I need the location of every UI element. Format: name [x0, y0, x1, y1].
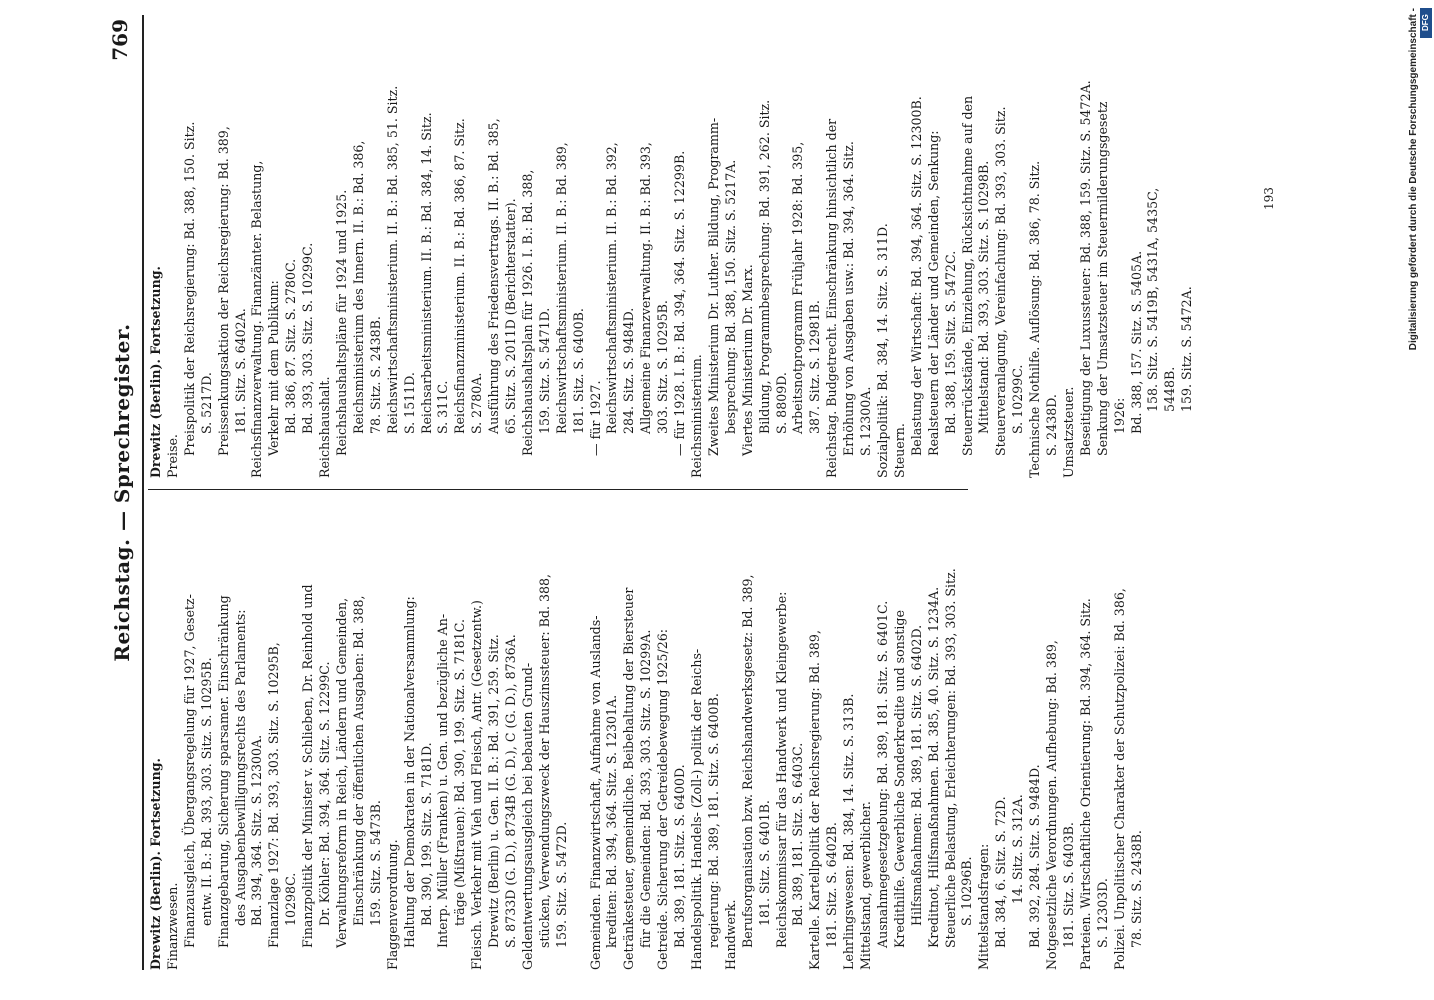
index-entry: Reichshaushaltsplan für 1926. I. B.: Bd. 388, — [519, 169, 535, 456]
index-entry: Ausführung des Friedensvertrags. II. B.: Bd. 385, — [486, 118, 502, 434]
index-entry: S. 311C. — [435, 380, 451, 434]
index-heading: Finanzwesen. — [164, 882, 180, 970]
index-heading: Reichshaushalt. — [317, 376, 333, 478]
index-entry: S. 2438D. — [1044, 394, 1060, 456]
index-entry: Finanzausgleich, Übergangsregelung für 1927, Gesetz- — [181, 594, 197, 948]
index-entry: 181. Sitz. S. 6403B. — [1060, 822, 1076, 948]
index-entry: Realsteuern der Länder und Gemeinden, Senkung: — [925, 130, 941, 456]
index-entry: 159. Sitz. S. 5473B. — [367, 800, 383, 926]
index-entry: Preissenkungsaktion der Reichsregierung: Bd. 389, — [215, 126, 231, 456]
index-heading: Polizei. Unpolitischer Charakter der Schutzpolizei: Bd. 386, — [1111, 588, 1127, 970]
index-entry: 10298C. — [283, 872, 299, 926]
index-heading: Reichstag. Budgetrecht. Einschränkung hinsichtlich der — [824, 118, 840, 478]
index-entry: S. 1511D. — [401, 372, 417, 434]
index-entry: Verkehr mit dem Publikum: — [266, 280, 282, 456]
index-heading: Sozialpolitik: Bd. 384, 14. Sitz. S. 311D. — [874, 223, 890, 478]
index-entry: Bd. 389, 181. Sitz. S. 6400D. — [672, 764, 688, 948]
index-heading: Steuern. — [891, 423, 907, 478]
index-heading: Notgesetzliche Verordnungen. Aufhebung: Bd. 389, — [1044, 640, 1060, 970]
index-entry: 14. Sitz. S. 312A. — [1010, 794, 1026, 904]
index-entry: Reichswirtschaftsministerium. II. B.: Bd. 389, — [553, 142, 569, 434]
index-entry: Arbeitsnotprogramm Frühjahr 1928: Bd. 395, — [790, 141, 806, 434]
index-heading: Lehrlingswesen: Bd. 384, 14. Sitz. S. 313B. — [841, 693, 857, 970]
index-heading — [571, 500, 588, 970]
column-divider — [148, 489, 968, 490]
index-entry: Finanzlage 1927: Bd. 393, 303. Sitz. S. 10295B, — [266, 642, 282, 948]
index-entry: Belastung der Wirtschaft: Bd. 394, 364. Sitz. S. 12300B. — [908, 96, 924, 456]
index-entry: Interp. Müller (Franken) u. Gen. und bezügliche An- — [435, 613, 451, 948]
index-entry: 181. Sitz. S. 6401B. — [756, 800, 772, 926]
index-entry: für die Gemeinden: Bd. 393, 303. Sitz. S. 10299A. — [638, 629, 654, 948]
index-entry: Bd. 393, 303. Sitz. S. 10299C. — [300, 242, 316, 434]
index-heading: Reichsfinanzverwaltung. Finanzämter. Belastung, — [249, 160, 265, 478]
index-entry: Reichswirtschaftsministerium. II. B.: Bd. 385, 51. Sitz. — [384, 85, 400, 434]
index-entry: 159. Sitz. S. 5472D. — [553, 821, 569, 948]
index-entry: S. 10299C. — [1010, 364, 1026, 434]
index-entry: — für 1928. I. B.: Bd. 394, 364. Sitz. S. 12299B. — [672, 150, 688, 456]
index-entry: Bd. 389, 181. Sitz. S. 6403C. — [790, 742, 806, 926]
index-entry: 159. Sitz. S. 5471D. — [536, 307, 552, 434]
index-heading: Gemeinden. Finanzwirtschaft, Aufnahme von Auslands- — [587, 615, 603, 970]
index-entry: Berufsorganisation bzw. Reichshandwerksgesetz: Bd. 389, — [739, 574, 755, 948]
index-entry: Viertes Ministerium Dr. Marx. — [739, 264, 755, 456]
index-entry: Finanzgebarung, Sicherung sparsamer. Einschränkung — [215, 595, 231, 948]
running-title: Reichstag. — Sprechregister. — [110, 323, 134, 662]
index-entry: 78. Sitz. S. 2438B. — [1128, 830, 1144, 948]
index-heading: Technische Nothilfe. Auflösung: Bd. 386, 78. Sitz. — [1027, 160, 1043, 478]
index-entry: Reichskommissar für das Handwerk und Kleingewerbe: — [773, 591, 789, 948]
index-entry: Reichshaushaltspläne für 1924 und 1925. — [333, 189, 349, 456]
index-entry: Kredithilfe. Gewerbliche Sonderkredite und sonstige — [891, 610, 907, 948]
index-heading: Handwerk. — [722, 899, 738, 970]
index-entry: 159. Sitz. S. 5472A. — [1179, 286, 1195, 412]
index-entry: Preispolitik der Reichsregierung: Bd. 388, 150. Sitz. — [181, 121, 197, 456]
index-entry: Haltung der Demokraten in der Nationalversammlung: — [401, 596, 417, 948]
index-entry: Bd. 392, 284. Sitz. S. 9484D. — [1027, 764, 1043, 948]
index-entry: Steuerliche Belastung, Erleichterungen: Bd. 393, 303. Sitz. — [942, 568, 958, 948]
index-heading: Handelspolitik. Handels- (Zoll-) politik der Reichs- — [688, 648, 704, 970]
index-heading: Fleisch. Verkehr mit Vieh und Fleisch, Antr. (Gesetzentw.) — [469, 600, 485, 970]
index-entry: Steuerrückstände, Einziehung, Rücksichtnahme auf den — [959, 95, 975, 456]
index-heading: Geldentwertungsausgleich bei bebauten Grund- — [519, 662, 535, 970]
dfg-attribution: Digitalisierung gefördert durch die Deutsche Forschungsgemeinschaft - — [1408, 8, 1419, 351]
index-entry: S. 2780A. — [469, 372, 485, 434]
index-heading: Mittelstandsfragen: — [976, 843, 992, 970]
index-entry: des Ausgabenbewilligungsrechts des Parlaments: — [232, 609, 248, 926]
index-heading: Getränkesteuer, gemeindliche. Beibehaltung der Biersteuer — [621, 587, 637, 970]
signature-folio: 193 — [1262, 187, 1276, 210]
index-heading: Umsatzsteuer. — [1060, 386, 1076, 478]
index-entry: Bd. 388, 159. Sitz. S. 5472C. — [942, 250, 958, 434]
index-entry: Bd. 388, 157. Sitz. S. 5405A. — [1128, 250, 1144, 434]
index-heading: Kartelle. Kartellpolitik der Reichsregierung: Bd. 389, — [807, 630, 823, 970]
index-entry: 387. Sitz. S. 12981B. — [807, 300, 823, 434]
index-entry: Verwaltungsreform in Reich, Ländern und Gemeinden, — [333, 597, 349, 948]
index-entry: krediten: Bd. 394, 364. Sitz. S. 12301A. — [604, 694, 620, 948]
index-entry: Bd. 386, 87. Sitz. S. 2780C. — [283, 258, 299, 434]
index-entry: entw. II. B.: Bd. 393, 303. Sitz. S. 10295B. — [198, 657, 214, 926]
index-entry: Reichsministerium des Innern. II. B.: Bd. 386, — [350, 140, 366, 434]
index-entry: Allgemeine Finanzverwaltung. II. B.: Bd. 393, — [638, 142, 654, 434]
index-entry: 158. Sitz. S. 5419B, 5431A, 5435C, — [1145, 187, 1161, 412]
index-entry: Steuerveranlagung, Vereinfachung: Bd. 393, 303. Sitz. — [993, 106, 1009, 456]
index-entry: Erhöhung von Ausgaben usw.: Bd. 394, 364. Sitz. — [841, 141, 857, 456]
index-entry: 181. Sitz. S. 6400B. — [570, 308, 586, 434]
index-heading: Parteien. Wirtschaftliche Orientierung: Bd. 394, 364. Sitz. — [1077, 598, 1093, 970]
index-entry: Reichsarbeitsministerium. II. B.: Bd. 384, 14. Sitz. — [418, 112, 434, 434]
index-entry: 303. Sitz. S. 10295B. — [655, 300, 671, 434]
index-entry: 284. Sitz. S. 9484D. — [621, 307, 637, 434]
index-entry: Einschränkung der öffentlichen Ausgaben: Bd. 388, — [350, 595, 366, 926]
index-entry: — für 1927. — [587, 380, 603, 456]
index-entry: 1926: — [1111, 397, 1127, 434]
left-column — [148, 500, 1344, 970]
index-entry: 181. Sitz. S. 6402A. — [232, 308, 248, 434]
index-entry: Drewitz (Berlin) u. Gen. II. B.: Bd. 391, 259. Sitz. — [486, 634, 502, 948]
index-entry: S. 8733D (G. D.), 8734B (G. D.), C (G. D.), 8736A. — [503, 634, 519, 948]
index-entry: S. 10296B. — [959, 856, 975, 926]
index-entry: Ausnahmegesetzgebung: Bd. 389, 181. Sitz. S. 6401C. — [874, 600, 890, 948]
index-heading: Getreide. Sicherung der Getreidebewegung 1925/26: — [655, 629, 671, 970]
index-entry: S. 12300A. — [858, 386, 874, 456]
index-entry: Kreditnot, Hilfsmaßnahmen. Bd. 385, 40. Sitz. S. 1234A. — [925, 586, 941, 948]
index-entry: stücken, Verwendungszweck der Hauszinssteuer: Bd. 388, — [536, 573, 552, 948]
page-number: 769 — [108, 19, 132, 61]
index-entry: Mittelstand: Bd. 393, 303. Sitz. S. 10298B. — [976, 160, 992, 434]
index-entry: Zweites Ministerium Dr. Luther. Bildung, Programm- — [705, 117, 721, 456]
right-column — [148, 15, 1344, 478]
index-entry: Bd. 394, 364. Sitz. S. 12300A. — [249, 734, 265, 926]
index-entry: Dr. Köhler: Bd. 394, 364. Sitz. S. 12299C. — [317, 661, 333, 926]
index-entry: Finanzpolitik der Minister v. Schlieben, Dr. Reinhold und — [300, 584, 316, 948]
index-entry: regierung: Bd. 389, 181. Sitz. S. 6400B. — [705, 693, 721, 948]
rotated-page — [102, 15, 1352, 970]
index-entry: 5448B. — [1162, 366, 1178, 412]
index-entry: Reichsfinanzministerium. II. B.: Bd. 386, 87. Sitz. — [452, 118, 468, 434]
index-entry: Reichswirtschaftsministerium. II. B.: Bd. 392, — [604, 142, 620, 434]
index-entry: Hilfsmaßnahmen: Bd. 389, 181. Sitz. S. 6402D. — [908, 624, 924, 926]
index-entry: Beseitigung der Luxussteuer: Bd. 388, 159. Sitz. S. 5472A. — [1077, 80, 1093, 456]
index-entry: S. 5217D. — [198, 372, 214, 434]
index-heading: Preise. — [164, 434, 180, 478]
index-heading: Reichsministerium. — [689, 354, 704, 478]
index-entry: 78. Sitz. S. 2438B. — [367, 316, 383, 434]
dfg-logo: DFG — [1420, 8, 1432, 38]
index-entry: träge (Mißtrauen): Bd. 390, 199. Sitz. S. 7181C. — [452, 619, 468, 926]
index-entry: S. 12303D. — [1094, 878, 1110, 948]
page-header — [102, 15, 144, 970]
index-entry: 181. Sitz. S. 6402B. — [824, 822, 840, 948]
index-entry: Senkung der Umsatzsteuer im Steuermilderungsgesetz — [1094, 101, 1110, 456]
index-heading: Drewitz (Berlin). Fortsetzung. — [148, 266, 163, 478]
index-entry: besprechung: Bd. 388, 150. Sitz. S. 5217A. — [722, 159, 738, 434]
index-entry: 65. Sitz. S. 2011D (Berichterstatter). — [503, 198, 519, 434]
index-entry: S. 8809D. — [773, 372, 789, 434]
index-entry: Bd. 384, 6. Sitz. S. 72D. — [993, 796, 1009, 948]
index-heading: Drewitz (Berlin). Fortsetzung. — [148, 758, 163, 970]
index-heading: Mittelstand, gewerblicher. — [858, 801, 874, 970]
index-entry: Bildung, Programmbesprechung: Bd. 391, 262. Sitz. — [756, 99, 772, 434]
index-entry: Bd. 390, 199. Sitz. S. 7181D. — [418, 742, 434, 926]
index-heading: Flaggenverordnung. — [384, 839, 400, 970]
